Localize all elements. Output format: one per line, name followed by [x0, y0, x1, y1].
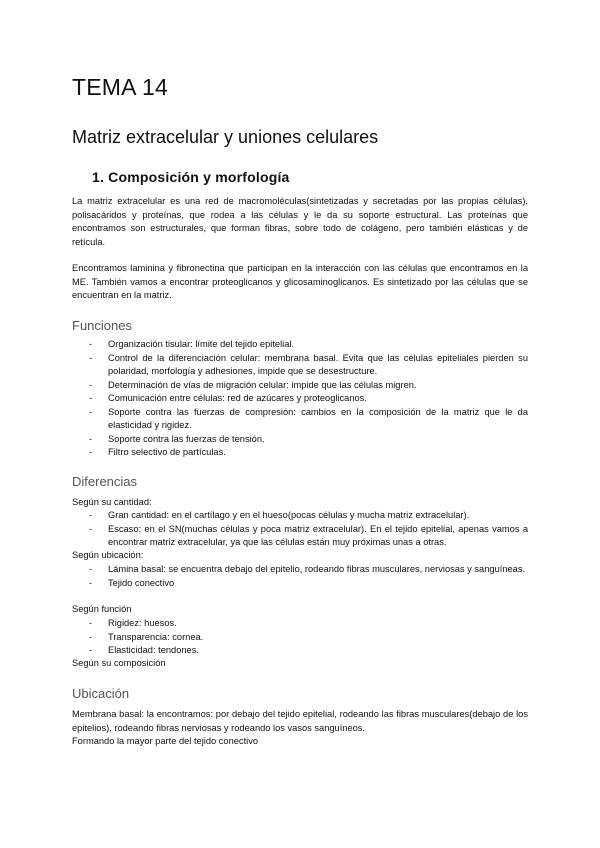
dash-marker: -	[89, 433, 93, 444]
dash-marker: -	[89, 393, 93, 403]
section-heading-composicion: 1. Composición y morfología	[92, 169, 290, 185]
list-item: - Transparencia: cornea.	[72, 631, 528, 645]
dash-marker: -	[89, 577, 93, 588]
ubicacion-paragraph-1: Membrana basal: la encontramos: por debajo del tejido epitelial, rodeando las fibras musculares(debajo de los epitelios), rodeando fibras nerviosas y rodeando los vasos sanguíneos.	[72, 709, 528, 733]
list-item: - Soporte contra las fuerzas de compresión: cambios en la composición de la matriz que le da elasticidad y rigidez.	[89, 406, 528, 430]
list-item: - Escaso: en el SN(muchas células y poca matriz extracelular). En el tejido epitelial, apenas vamos a encontrar matriz extracelular, ya que las células están muy próximas unas a otras.	[89, 523, 528, 547]
cantidad-label: Según su cantidad:	[72, 497, 152, 507]
dash-marker: -	[89, 406, 93, 417]
funcion-label: Según función	[72, 604, 132, 614]
page-title: TEMA 14	[72, 74, 168, 100]
list-item: - Soporte contra las fuerzas de tensión.	[72, 433, 528, 447]
cantidad-list	[72, 509, 528, 550]
dash-marker: -	[89, 645, 93, 655]
list-item: - Determinación de vías de migración celular: impide que las células migren.	[72, 379, 528, 393]
ubicacion-list	[72, 563, 528, 590]
ubicacion-heading: Ubicación	[72, 686, 130, 701]
dash-marker: -	[89, 510, 93, 520]
list-item: - Elasticidad: tendones.	[72, 644, 528, 658]
list-item: - Tejido conectivo	[72, 577, 528, 591]
list-item: - Comunicación entre células: red de azúcares y proteoglicanos.	[72, 392, 528, 406]
dash-marker: -	[89, 352, 93, 363]
ubicacion-paragraph-2: Formando la mayor parte del tejido conectivo	[72, 736, 259, 746]
funciones-heading: Funciones	[72, 318, 132, 333]
list-item: - Organización tisular: límite del tejido epitelial.	[72, 338, 528, 352]
dash-marker: -	[89, 379, 93, 390]
diferencias-heading: Diferencias	[72, 474, 138, 489]
dash-marker: -	[89, 631, 93, 642]
list-item: - Filtro selectivo de partículas.	[72, 446, 528, 460]
list-item: - Control de la diferenciación celular: membrana basal. Evita que las células epiteliales pierden su polaridad, morfología y adhesiones, impide que se desestructure.	[89, 352, 528, 376]
intro-paragraph-1: La matriz extracelular es una red de macromoléculas(sintetizadas y secretadas por las propias células), polisacáridos y proteínas, que rodea a las células y le da su soporte estructural. Las proteínas que encontramos son estructurales, que forman fibras, sobre todo de colágeno, pero también elásticas y de retícula.	[72, 196, 528, 247]
funcion-list	[72, 617, 528, 658]
list-item: - Gran cantidad: en el cartílago y en el hueso(pocas células y mucha matriz extracelular).	[72, 509, 528, 523]
dash-marker: -	[89, 523, 93, 534]
intro-paragraph-2: Encontramos laminina y fibronectina que participan en la interacción con las células que encontramos en la ME. También vamos a encontrar proteoglicanos y glicosaminoglicanos. Es sintetizado por las células que se encuentran en la matriz.	[72, 263, 528, 300]
dash-marker: -	[89, 564, 93, 574]
dash-marker: -	[89, 618, 93, 628]
dash-marker: -	[89, 447, 93, 457]
list-item: - Rigidez: huesos.	[72, 617, 528, 631]
funciones-list	[72, 338, 528, 460]
page-subtitle: Matriz extracelular y uniones celulares	[72, 127, 379, 147]
ubicacion-label: Según ubicación:	[72, 550, 144, 560]
list-item: - Lámina basal: se encuentra debajo del epitelio, rodeando fibras musculares, nerviosas y sanguíneas.	[72, 563, 528, 577]
composicion-label: Según su composición	[72, 658, 166, 668]
dash-marker: -	[89, 339, 93, 349]
